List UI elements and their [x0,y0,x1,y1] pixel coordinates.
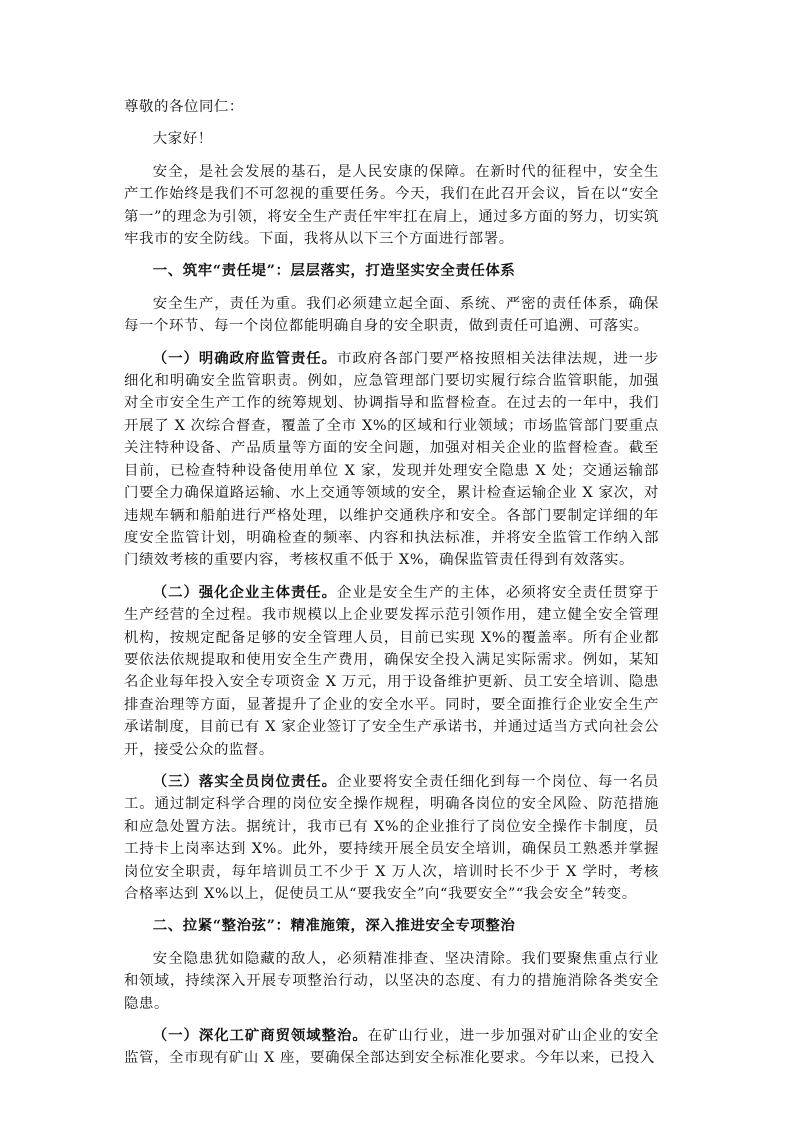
section-1-paragraph: 安全生产，责任为重。我们必须建立起全面、系统、严密的责任体系，确保每一个环节、每一个岗位都能明确自身的安全职责，做到责任可追溯、可落实。 [124,295,659,335]
section-2-item-1 [124,1025,659,1070]
salutation: 尊敬的各位同仁： [124,99,244,115]
item-lead: （三）落实全员岗位责任。 [152,772,337,790]
section-1-item-1 [124,348,659,572]
item-text: 市政府各部门要严格按照相关法律法规，进一步细化和明确安全监管职责。例如，应急管理部门要切实履行综合监管职能，加强对全市安全生产工作的统筹规划、协调指导和监督检查。在过去的一年中，我们开展了 X 次综合督查，覆盖了全市 X%的区域和行业领域；市场监管部门要重点关注特种设备、产品质量等方面的安全问题，加强对相关企业的监督检查。截至目前，已检查特种设备使用单位 X 家，发现并处理安全隐患 X 处；交通运输部门要全力确保道路运输、水上交通等领域的安全，累计检查运输企业 X 家次，对违规车辆和船舶进行严格处理，以维护交通秩序和安全。各部门要制定详细的年度安全监管计划，明确检查的频率、内容和执法标准，并将安全监管工作纳入部门绩效考核的重要内容，考核权重不低于 X%，确保监管责任得到有效落实。 [124,350,659,569]
item-lead: （二）强化企业主体责任。 [152,583,337,601]
item-text: 企业是安全生产的主体，必须将安全责任贯穿于生产经营的全过程。我市规模以上企业要发挥示范引领作用，建立健全安全管理机构，按规定配备足够的安全管理人员，目前已实现 X%的覆盖率。所有企业都要依法依规提取和使用安全生产费用，确保安全投入满足实际需求。例如，某知名企业每年投入安全专项资金 X 万元，用于设备维护更新、员工安全培训、隐患排查治理等方面，显著提升了企业的安全水平。同时，要全面推行企业安全生产承诺制度，目前已有 X 家企业签订了安全生产承诺书，并通过适当方式向社会公开，接受公众的监督。 [124,584,659,758]
intro-paragraph: 安全，是社会发展的基石，是人民安康的保障。在新时代的征程中，安全生产工作始终是我们不可忽视的重要任务。今天，我们在此召开会议，旨在以“安全第一”的理念为引领，将安全生产责任牢牢扛在肩上，通过多方面的努力，切实筑牢我市的安全防线。下面，我将从以下三个方面进行部署。 [124,163,659,248]
section-2-paragraph: 安全隐患犹如隐藏的敌人，必须精准排查、坚决清除。我们要聚焦重点行业和领域，持续深入开展专项整治行动，以坚决的态度、有力的措施消除各类安全隐患。 [124,950,659,1012]
item-lead: （一）明确政府监管责任。 [152,349,337,367]
item-text: 在矿山行业，进一步加强对矿山企业的安全监管，全市现有矿山 X 座，要确保全部达到安全标准化要求。今年以来，已投入 [124,1028,659,1067]
section-1-heading: 一、筑牢“责任堤”：层层落实，打造坚实安全责任体系 [152,262,516,280]
item-text: 企业要将安全责任细化到每一个岗位、每一名员工。通过制定科学合理的岗位安全操作规程，明确各岗位的安全风险、防范措施和应急处置方法。据统计，我市已有 X%的企业推行了岗位安全操作卡制度，员工持卡上岗率达到 X%。此外，要持续开展全员安全培训，确保员工熟悉并掌握岗位安全职责，每年培训员工不少于 X 万人次，培训时长不少于 X 学时，考核合格率达到 X%以上，促使员工从“要我安全”向“我要安全”“我会安全”转变。 [124,773,659,902]
section-1-item-2 [124,582,659,761]
item-lead: （一）深化工矿商贸领域整治。 [152,1027,368,1045]
section-1-item-3 [124,771,659,905]
document-body [124,96,659,1080]
greeting: 大家好！ [152,131,213,148]
section-2-heading: 二、拉紧“整治弦”：精准施策，深入推进安全专项整治 [152,917,516,935]
